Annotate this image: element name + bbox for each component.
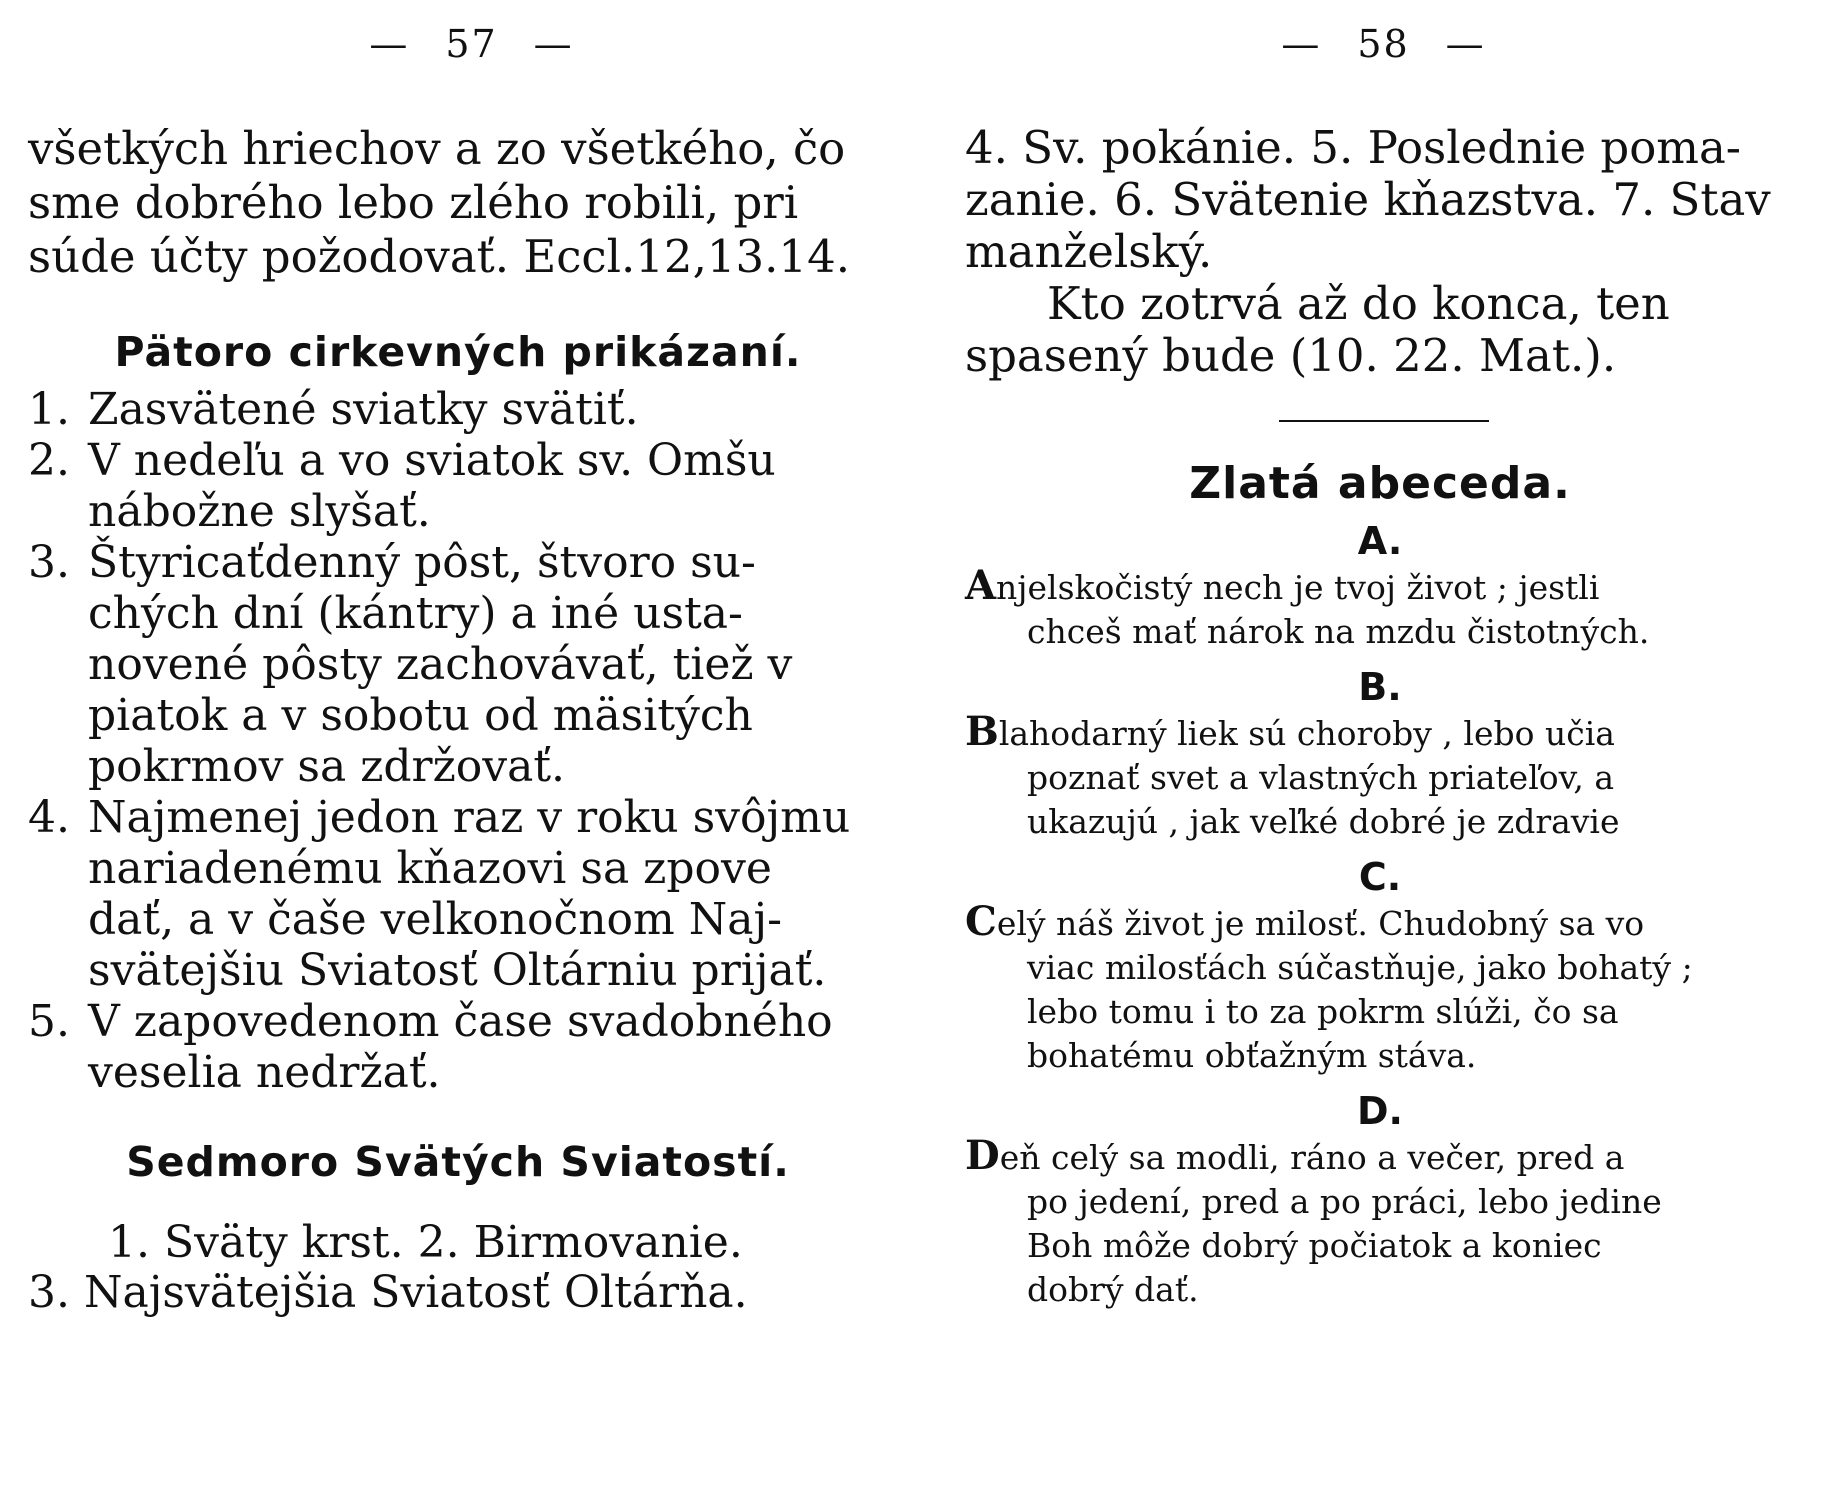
text-line: V nedeľu a vo sviatok sv. Omšu bbox=[88, 435, 776, 486]
text-line: piatok a v sobotu od mäsitých bbox=[88, 690, 753, 741]
list-item bbox=[28, 996, 898, 1098]
commandments-list bbox=[28, 384, 898, 1098]
item-number: 2. bbox=[28, 435, 70, 486]
entry-a bbox=[965, 564, 1795, 654]
heading-commandments: Pätoro cirkevných prikázaní. bbox=[114, 328, 802, 376]
left-page-number bbox=[28, 22, 915, 78]
text-line: Boh môže dobrý počiatok a koniec bbox=[1027, 1226, 1602, 1265]
letter-heading-d: D. bbox=[1357, 1089, 1403, 1133]
list-item bbox=[28, 384, 898, 435]
letter-heading-a: A. bbox=[1357, 519, 1403, 563]
heading-sacraments: Sedmoro Svätých Sviatostí. bbox=[126, 1138, 790, 1186]
text-line: Zasvätené sviatky svätiť. bbox=[88, 384, 639, 435]
dash: — bbox=[1445, 22, 1486, 66]
quote-line: Kto zotrvá až do konca, ten bbox=[1047, 277, 1670, 330]
item-number: 3. bbox=[28, 537, 70, 588]
drop-initial: B bbox=[965, 708, 999, 755]
text-line: súde účty požodovať. Eccl.12,13.14. bbox=[28, 230, 850, 283]
dash: — bbox=[1281, 22, 1322, 66]
text-line: lebo tomu i to za pokrm slúži, čo sa bbox=[1027, 992, 1619, 1031]
text-line: nariadenému kňazovi sa zpove bbox=[88, 843, 772, 894]
text-line: Štyricaťdenný pôst, štvoro su- bbox=[88, 537, 756, 588]
text-line: svätejšiu Sviatosť Oltárniu prijať. bbox=[88, 945, 827, 996]
text-line: 1. Sväty krst. 2. Birmovanie. bbox=[108, 1217, 743, 1268]
left-intro-paragraph bbox=[28, 122, 888, 284]
letter-heading-b: B. bbox=[1358, 665, 1402, 709]
text-line: pokrmov sa zdržovať. bbox=[88, 741, 566, 792]
text-line: poznať svet a vlastných priateľov, a bbox=[1027, 758, 1614, 797]
sacraments-paragraph bbox=[28, 1218, 915, 1318]
text-line: sme dobrého lebo zlého robili, pri bbox=[28, 176, 799, 229]
text-line: bohatému obťažným stáva. bbox=[1027, 1036, 1477, 1075]
dash: — bbox=[369, 22, 410, 66]
item-number: 5. bbox=[28, 996, 70, 1047]
item-number: 1. bbox=[28, 384, 70, 435]
text-line: Najmenej jedon raz v roku svôjmu bbox=[88, 792, 851, 843]
text-line: novené pôsty zachovávať, tiež v bbox=[88, 639, 793, 690]
text-line: 3. Najsvätejšia Sviatosť Oltárňa. bbox=[28, 1267, 748, 1318]
text-line: dať, a v čaše velkonočnom Naj- bbox=[88, 894, 782, 945]
text-line: viac milosťách súčastňuje, jako bohatý ; bbox=[1027, 948, 1693, 987]
text-line: ukazujú , jak veľké dobré je zdravie bbox=[1027, 802, 1620, 841]
right-page-number bbox=[965, 22, 1802, 78]
text-line: njelskočistý nech je tvoj život ; jestli bbox=[996, 568, 1600, 607]
text-line: lahodarný liek sú choroby , lebo učia bbox=[998, 714, 1615, 753]
page-number-text: 57 bbox=[445, 22, 498, 66]
page-number-text: 58 bbox=[1357, 22, 1410, 66]
text-line: dobrý dať. bbox=[1027, 1270, 1199, 1309]
entry-b bbox=[965, 710, 1795, 844]
text-line: elý náš život je milosť. Chudobný sa vo bbox=[996, 904, 1645, 943]
text-line: manželský. bbox=[965, 225, 1213, 278]
right-intro-paragraph bbox=[965, 122, 1802, 382]
text-line: chceš mať nárok na mzdu čistotných. bbox=[1027, 612, 1650, 651]
text-line: po jedení, pred a po práci, lebo jedine bbox=[1027, 1182, 1662, 1221]
drop-initial: C bbox=[965, 898, 997, 945]
list-item bbox=[28, 792, 898, 996]
text-line: chých dní (kántry) a iné usta- bbox=[88, 588, 743, 639]
heading-golden-alphabet: Zlatá abeceda. bbox=[1189, 458, 1571, 509]
divider bbox=[1279, 420, 1489, 422]
list-item bbox=[28, 435, 898, 537]
text-line: veselia nedržať. bbox=[88, 1047, 441, 1098]
text-line: eň celý sa modli, ráno a večer, pred a bbox=[999, 1138, 1625, 1177]
text-line: nábožne slyšať. bbox=[88, 486, 431, 537]
entry-c bbox=[965, 900, 1795, 1078]
quote-line: spasený bude (10. 22. Mat.). bbox=[965, 329, 1617, 382]
text-line: všetkých hriechov a zo všetkého, čo bbox=[28, 122, 846, 175]
text-line: V zapovedenom čase svadobného bbox=[88, 996, 833, 1047]
dash: — bbox=[533, 22, 574, 66]
text-line: 4. Sv. pokánie. 5. Poslednie poma- bbox=[965, 121, 1741, 174]
entry-d bbox=[965, 1134, 1795, 1312]
alphabet-section bbox=[965, 518, 1802, 1312]
right-page bbox=[915, 0, 1830, 1500]
item-number: 4. bbox=[28, 792, 70, 843]
letter-heading-c: C. bbox=[1358, 855, 1402, 899]
drop-initial: A bbox=[965, 562, 997, 609]
text-line: zanie. 6. Svätenie kňazstva. 7. Stav bbox=[965, 173, 1771, 226]
drop-initial: D bbox=[965, 1132, 1000, 1179]
list-item bbox=[28, 537, 898, 792]
